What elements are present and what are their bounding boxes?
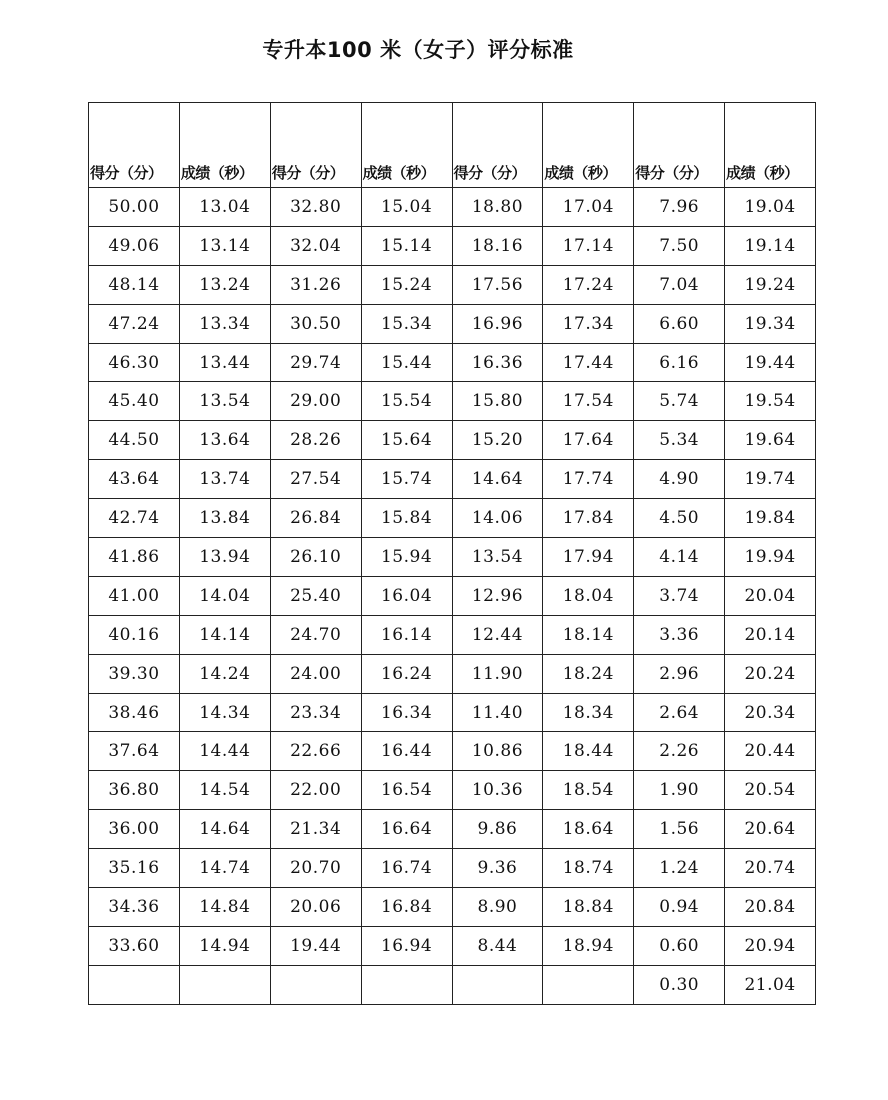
header-score: 得分（分） <box>452 103 543 188</box>
score-cell: 24.70 <box>270 615 361 654</box>
score-cell: 14.64 <box>452 460 543 499</box>
time-cell <box>179 965 270 1004</box>
time-cell: 18.44 <box>543 732 634 771</box>
score-cell: 48.14 <box>89 265 180 304</box>
score-cell: 4.90 <box>634 460 725 499</box>
score-cell: 8.44 <box>452 926 543 965</box>
score-cell: 4.14 <box>634 538 725 577</box>
time-cell: 16.34 <box>361 693 452 732</box>
header-score: 得分（分） <box>634 103 725 188</box>
score-cell <box>270 965 361 1004</box>
score-cell: 29.74 <box>270 343 361 382</box>
time-cell: 14.14 <box>179 615 270 654</box>
score-cell: 25.40 <box>270 576 361 615</box>
score-cell: 22.00 <box>270 771 361 810</box>
score-cell: 1.24 <box>634 849 725 888</box>
table-row <box>89 343 816 382</box>
score-cell: 6.60 <box>634 304 725 343</box>
score-cell: 3.36 <box>634 615 725 654</box>
score-cell: 36.80 <box>89 771 180 810</box>
table-row <box>89 810 816 849</box>
time-cell: 16.24 <box>361 654 452 693</box>
score-cell: 18.16 <box>452 226 543 265</box>
time-cell: 15.44 <box>361 343 452 382</box>
table-row <box>89 382 816 421</box>
time-cell: 15.04 <box>361 188 452 227</box>
time-cell: 18.64 <box>543 810 634 849</box>
score-cell: 14.06 <box>452 499 543 538</box>
time-cell: 14.04 <box>179 576 270 615</box>
time-cell: 19.34 <box>725 304 816 343</box>
table-row <box>89 226 816 265</box>
score-cell: 27.54 <box>270 460 361 499</box>
score-cell: 5.74 <box>634 382 725 421</box>
time-cell: 20.84 <box>725 888 816 927</box>
score-cell: 15.20 <box>452 421 543 460</box>
score-cell: 1.56 <box>634 810 725 849</box>
score-cell: 38.46 <box>89 693 180 732</box>
time-cell: 15.84 <box>361 499 452 538</box>
score-cell: 10.36 <box>452 771 543 810</box>
time-cell: 17.14 <box>543 226 634 265</box>
score-cell: 30.50 <box>270 304 361 343</box>
time-cell: 19.04 <box>725 188 816 227</box>
score-cell: 39.30 <box>89 654 180 693</box>
page-title: 专升本100 米（女子）评分标准 <box>262 38 574 62</box>
score-cell: 37.64 <box>89 732 180 771</box>
header-score: 得分（分） <box>270 103 361 188</box>
score-cell: 24.00 <box>270 654 361 693</box>
score-cell: 0.60 <box>634 926 725 965</box>
time-cell: 14.94 <box>179 926 270 965</box>
score-cell: 29.00 <box>270 382 361 421</box>
time-cell: 20.74 <box>725 849 816 888</box>
score-cell: 18.80 <box>452 188 543 227</box>
time-cell: 16.04 <box>361 576 452 615</box>
score-cell: 34.36 <box>89 888 180 927</box>
header-time: 成绩（秒） <box>543 103 634 188</box>
score-cell: 0.30 <box>634 965 725 1004</box>
time-cell: 20.34 <box>725 693 816 732</box>
score-cell: 50.00 <box>89 188 180 227</box>
time-cell: 17.34 <box>543 304 634 343</box>
time-cell: 20.94 <box>725 926 816 965</box>
score-cell: 20.06 <box>270 888 361 927</box>
table-row <box>89 499 816 538</box>
time-cell: 13.44 <box>179 343 270 382</box>
score-cell: 1.90 <box>634 771 725 810</box>
time-cell: 19.14 <box>725 226 816 265</box>
score-cell: 0.94 <box>634 888 725 927</box>
time-cell: 19.64 <box>725 421 816 460</box>
time-cell: 15.94 <box>361 538 452 577</box>
score-cell <box>452 965 543 1004</box>
time-cell: 20.44 <box>725 732 816 771</box>
score-cell: 17.56 <box>452 265 543 304</box>
time-cell: 13.54 <box>179 382 270 421</box>
time-cell: 18.34 <box>543 693 634 732</box>
time-cell: 15.24 <box>361 265 452 304</box>
time-cell: 16.44 <box>361 732 452 771</box>
score-cell: 7.50 <box>634 226 725 265</box>
score-cell: 15.80 <box>452 382 543 421</box>
time-cell: 16.74 <box>361 849 452 888</box>
score-cell: 8.90 <box>452 888 543 927</box>
time-cell: 14.24 <box>179 654 270 693</box>
score-cell: 13.54 <box>452 538 543 577</box>
score-cell: 49.06 <box>89 226 180 265</box>
score-cell: 6.16 <box>634 343 725 382</box>
table-row <box>89 732 816 771</box>
table-row <box>89 304 816 343</box>
time-cell: 17.24 <box>543 265 634 304</box>
time-cell: 20.54 <box>725 771 816 810</box>
time-cell: 15.14 <box>361 226 452 265</box>
score-cell: 44.50 <box>89 421 180 460</box>
header-time: 成绩（秒） <box>179 103 270 188</box>
table-row <box>89 693 816 732</box>
score-cell: 31.26 <box>270 265 361 304</box>
time-cell: 17.84 <box>543 499 634 538</box>
score-cell: 26.10 <box>270 538 361 577</box>
time-cell: 18.24 <box>543 654 634 693</box>
header-score: 得分（分） <box>89 103 180 188</box>
score-cell: 26.84 <box>270 499 361 538</box>
score-cell: 3.74 <box>634 576 725 615</box>
score-cell: 2.64 <box>634 693 725 732</box>
time-cell: 13.94 <box>179 538 270 577</box>
header-time: 成绩（秒） <box>725 103 816 188</box>
time-cell: 13.84 <box>179 499 270 538</box>
time-cell: 17.64 <box>543 421 634 460</box>
table-row <box>89 615 816 654</box>
score-cell: 40.16 <box>89 615 180 654</box>
score-cell: 35.16 <box>89 849 180 888</box>
time-cell: 15.74 <box>361 460 452 499</box>
score-cell: 41.86 <box>89 538 180 577</box>
time-cell: 14.74 <box>179 849 270 888</box>
score-cell: 43.64 <box>89 460 180 499</box>
score-cell: 22.66 <box>270 732 361 771</box>
score-cell: 10.86 <box>452 732 543 771</box>
score-cell: 5.34 <box>634 421 725 460</box>
time-cell: 17.74 <box>543 460 634 499</box>
header-row <box>89 103 816 188</box>
time-cell: 18.74 <box>543 849 634 888</box>
score-cell: 11.40 <box>452 693 543 732</box>
time-cell: 19.24 <box>725 265 816 304</box>
score-cell: 7.04 <box>634 265 725 304</box>
score-cell <box>89 965 180 1004</box>
time-cell: 17.44 <box>543 343 634 382</box>
table-row <box>89 771 816 810</box>
score-cell: 45.40 <box>89 382 180 421</box>
time-cell: 19.44 <box>725 343 816 382</box>
score-cell: 23.34 <box>270 693 361 732</box>
score-cell: 12.44 <box>452 615 543 654</box>
time-cell: 16.64 <box>361 810 452 849</box>
time-cell <box>361 965 452 1004</box>
table-row <box>89 265 816 304</box>
time-cell: 13.14 <box>179 226 270 265</box>
score-cell: 32.80 <box>270 188 361 227</box>
time-cell: 20.24 <box>725 654 816 693</box>
score-cell: 12.96 <box>452 576 543 615</box>
score-cell: 41.00 <box>89 576 180 615</box>
time-cell: 14.44 <box>179 732 270 771</box>
time-cell: 14.54 <box>179 771 270 810</box>
score-cell: 9.36 <box>452 849 543 888</box>
time-cell: 18.04 <box>543 576 634 615</box>
score-cell: 19.44 <box>270 926 361 965</box>
time-cell: 21.04 <box>725 965 816 1004</box>
time-cell: 19.54 <box>725 382 816 421</box>
score-cell: 4.50 <box>634 499 725 538</box>
score-table <box>88 102 816 1005</box>
score-cell: 20.70 <box>270 849 361 888</box>
time-cell: 17.54 <box>543 382 634 421</box>
time-cell: 16.14 <box>361 615 452 654</box>
time-cell: 14.64 <box>179 810 270 849</box>
score-cell: 36.00 <box>89 810 180 849</box>
score-cell: 28.26 <box>270 421 361 460</box>
time-cell: 18.14 <box>543 615 634 654</box>
score-cell: 47.24 <box>89 304 180 343</box>
score-cell: 11.90 <box>452 654 543 693</box>
time-cell: 16.94 <box>361 926 452 965</box>
table-body <box>89 188 816 1005</box>
score-cell: 16.36 <box>452 343 543 382</box>
time-cell: 20.14 <box>725 615 816 654</box>
time-cell: 20.04 <box>725 576 816 615</box>
time-cell: 18.54 <box>543 771 634 810</box>
time-cell: 16.84 <box>361 888 452 927</box>
time-cell: 17.04 <box>543 188 634 227</box>
score-cell: 9.86 <box>452 810 543 849</box>
score-cell: 32.04 <box>270 226 361 265</box>
time-cell: 13.04 <box>179 188 270 227</box>
time-cell: 18.94 <box>543 926 634 965</box>
score-cell: 2.26 <box>634 732 725 771</box>
time-cell: 13.74 <box>179 460 270 499</box>
time-cell: 18.84 <box>543 888 634 927</box>
table-row <box>89 538 816 577</box>
score-cell: 42.74 <box>89 499 180 538</box>
time-cell: 15.54 <box>361 382 452 421</box>
time-cell: 14.34 <box>179 693 270 732</box>
time-cell: 17.94 <box>543 538 634 577</box>
table-row <box>89 421 816 460</box>
time-cell: 19.94 <box>725 538 816 577</box>
time-cell: 15.34 <box>361 304 452 343</box>
table-row <box>89 888 816 927</box>
time-cell: 13.24 <box>179 265 270 304</box>
table-row <box>89 460 816 499</box>
time-cell <box>543 965 634 1004</box>
time-cell: 19.84 <box>725 499 816 538</box>
score-cell: 16.96 <box>452 304 543 343</box>
header-time: 成绩（秒） <box>361 103 452 188</box>
time-cell: 19.74 <box>725 460 816 499</box>
table-row <box>89 926 816 965</box>
time-cell: 14.84 <box>179 888 270 927</box>
score-cell: 46.30 <box>89 343 180 382</box>
time-cell: 16.54 <box>361 771 452 810</box>
table-row <box>89 576 816 615</box>
score-cell: 21.34 <box>270 810 361 849</box>
table-row <box>89 188 816 227</box>
table-row <box>89 654 816 693</box>
score-cell: 7.96 <box>634 188 725 227</box>
time-cell: 13.34 <box>179 304 270 343</box>
table-row <box>89 849 816 888</box>
score-cell: 2.96 <box>634 654 725 693</box>
time-cell: 20.64 <box>725 810 816 849</box>
table-row <box>89 965 816 1004</box>
score-cell: 33.60 <box>89 926 180 965</box>
time-cell: 15.64 <box>361 421 452 460</box>
time-cell: 13.64 <box>179 421 270 460</box>
